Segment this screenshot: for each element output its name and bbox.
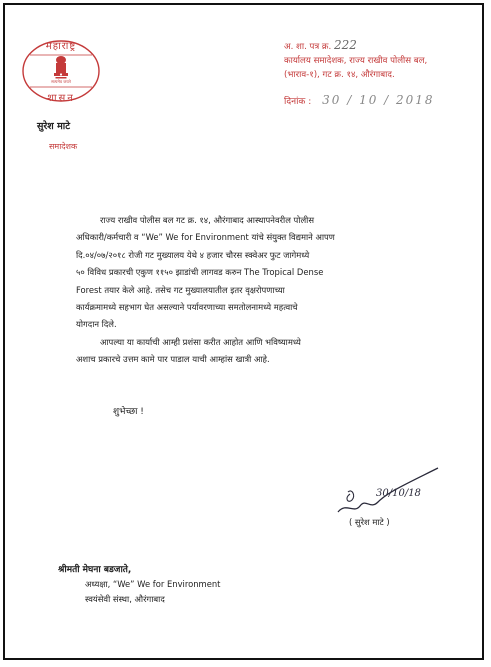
greeting: शुभेच्छा ! xyxy=(113,407,144,417)
date-value: 30 / 10 / 2018 xyxy=(322,93,435,107)
handwritten-signature xyxy=(326,462,446,522)
seal-bottom-text: शासन xyxy=(47,93,75,104)
letter-body xyxy=(76,212,448,369)
sender-title: समादेशक xyxy=(49,142,78,151)
office-address-line2: (भाराव-१), गट क्र. १४, औरंगाबाद. xyxy=(284,70,395,80)
office-address-line1: कार्यालय समादेशक, राज्य राखीव पोलीस बल, xyxy=(284,56,428,66)
date-line xyxy=(284,93,435,107)
reference-label: अ. शा. पत्र क्र. xyxy=(284,42,332,52)
body-line: अधिकारी/कर्मचारी व “We” We for Environment यांचे संयुक्त विद्यमाने आपण xyxy=(76,232,335,243)
seal-emblem-caption: सत्यमेव जयते xyxy=(51,79,71,84)
reference-number: 222 xyxy=(334,38,357,52)
body-line: अशाच प्रकारचे उत्तम कामे पार पाडाल याची आम्हांस खात्री आहे. xyxy=(76,354,270,365)
body-line: राज्य राखीव पोलीस बल गट क्र. १४, औरंगाबाद आस्थापनेवरील पोलीस xyxy=(100,215,314,225)
sender-name: सुरेश माटे xyxy=(37,121,71,132)
reference-number-line xyxy=(284,38,427,54)
signature-date: 30/10/18 xyxy=(376,488,421,499)
body-line: Forest तयार केले आहे. तसेच गट मुख्यालयातील इतर वृक्षरोपणाच्या xyxy=(76,284,285,295)
body-line: कार्यक्रमामध्ये सहभाग घेत असल्याने पर्यावरणाच्या समतोलनामध्ये महत्वाचे xyxy=(76,302,298,313)
date-label: दिनांक : xyxy=(284,97,312,107)
recipient-designation: अध्यक्षा, “We” We for Environment xyxy=(85,579,221,589)
seal-top-text: महाराष्ट्र xyxy=(45,41,77,52)
ashoka-emblem-icon xyxy=(54,56,68,79)
body-line: योगदान दिले. xyxy=(76,319,117,330)
maharashtra-government-seal xyxy=(20,38,102,104)
recipient-name: श्रीमती मेघना बडजाते, xyxy=(58,565,132,575)
recipient-organization: स्वयंसेवी संस्था, औरंगाबाद xyxy=(85,594,165,604)
signatory-name: ( सुरेश माटे ) xyxy=(349,517,390,527)
body-line: ५० विविध प्रकारची एकुण ११५० झाडांची लागवड करुन The Tropical Dense xyxy=(76,267,324,278)
body-line: आपल्या या कार्याची आम्ही प्रशंसा करीत आहोत आणि भविष्यामध्ये xyxy=(100,336,301,347)
body-line: दि.०४/०७/२०१८ रोजी गट मुख्यालय येथे ४ हजार चौरस स्क्वेअर फुट जागेमध्ये xyxy=(76,249,310,260)
reference-block xyxy=(284,38,427,82)
